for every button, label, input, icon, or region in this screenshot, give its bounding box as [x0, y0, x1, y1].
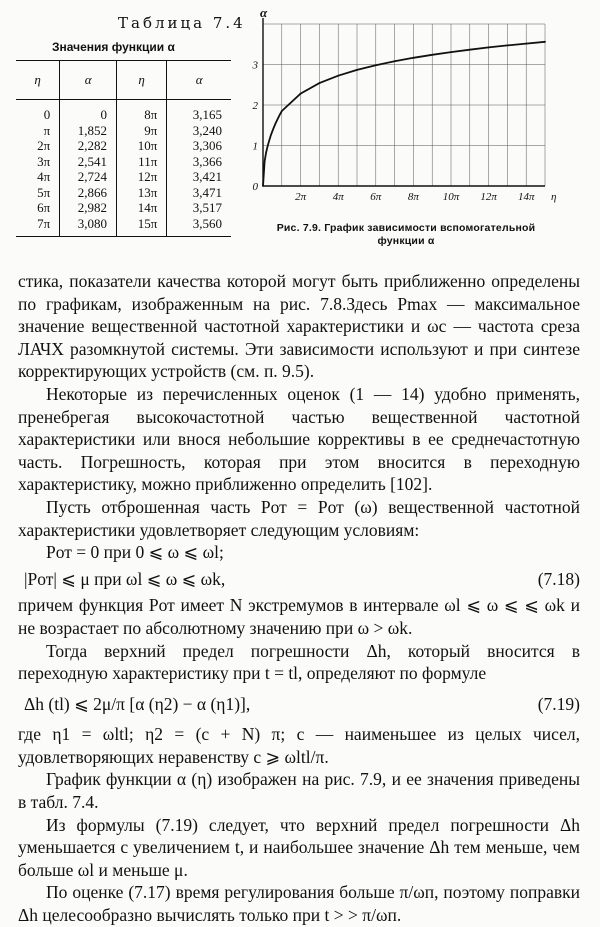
x-tick-label: 6π	[370, 191, 382, 203]
equation-number: (7.19)	[537, 693, 580, 714]
data-point	[394, 60, 396, 62]
table-row: 7π 3,080 15π 3,560	[16, 216, 231, 237]
paragraph: Пусть отброшенная часть Pот = Pот (ω) вещественной частотной характеристики удовлетворяет следующим условиям:	[18, 496, 580, 540]
y-axis-label: α	[260, 8, 268, 20]
series-line-alpha	[263, 42, 545, 186]
x-tick-label: 12π	[480, 191, 497, 203]
table-title: Значения функции α	[52, 40, 175, 54]
figure-caption-line1: Рис. 7.9. График зависимости вспомогательной	[276, 222, 536, 234]
equation-body: Δh (tl) ⩽ 2μ/π [α (η2) − α (η1)],	[24, 693, 251, 714]
data-point	[356, 69, 358, 71]
data-point	[375, 64, 377, 66]
table-row: 0 0 8π 3,165	[16, 100, 231, 123]
data-point	[469, 49, 471, 51]
y-tick-label: 2	[252, 100, 258, 112]
figure-caption-line2: функции α	[377, 235, 435, 247]
data-point	[337, 75, 339, 77]
table-row: 6π 2,982 14π 3,517	[16, 200, 231, 216]
data-point	[300, 93, 302, 95]
y-tick-label: 3	[252, 59, 258, 72]
paragraph: По оценке (7.17) время регулирования больше π/ωп, поэтому поправки Δh целесообразно вычислять только при t > > π/ωп.	[18, 882, 580, 926]
data-point	[525, 43, 527, 45]
paragraph: Из формулы (7.19) следует, что верхний предел погрешности Δh уменьшается с увеличением t, и наибольшее значение Δh тем меньше, чем больше ωl и меньше μ.	[18, 814, 580, 880]
data-point	[262, 185, 264, 187]
header-alpha-2: α	[167, 61, 231, 100]
paragraph: стика, показатели качества которой могут быть приближенно определены по графикам, изображенным на рис. 7.8.Здесь Pmax — максимальное значение вещественной частотной характеристики и ωc — частота среза ЛАЧХ разомкнутой системы. Эти зависимости используют и при синтезе корректирующих устройств (см. п. 9.5).	[18, 271, 580, 382]
table-row: 5π 2,866 13π 3,471	[16, 185, 231, 201]
data-point	[488, 47, 490, 49]
paragraph: Pот = 0 при 0 ⩽ ω ⩽ ωl;	[46, 542, 224, 563]
origin-label: 0	[252, 181, 258, 193]
body-text	[18, 270, 580, 927]
equation-7-19	[18, 693, 580, 716]
table-row: 2π 2,282 10π 3,306	[16, 138, 231, 154]
data-point	[507, 45, 509, 47]
table-row: 4π 2,724 12π 3,421	[16, 169, 231, 185]
x-axis-label: η	[551, 191, 557, 203]
x-tick-label: 8π	[407, 191, 419, 203]
equation-body: |Pот| ⩽ μ при ωl ⩽ ω ⩽ ωk,	[24, 568, 226, 589]
y-tick-label: 1	[252, 140, 258, 153]
table-row: π 1,852 9π 3,240	[16, 123, 231, 139]
data-point	[450, 51, 452, 53]
paragraph: причем функция Pот имеет N экстремумов в интервале ωl ⩽ ω ⩽ ⩽ ωk и не возрастает по абсолютному значению при ω > ωk.	[18, 595, 580, 638]
paragraph: График функции α (η) изображен на рис. 7.9, и ее значения приведены в табл. 7.4.	[18, 769, 580, 813]
paragraph: где η1 = ωltl; η2 = (c + N) π; c — наименьшее из целых чисел, удовлетворяющих неравенству c ⩾ ωltl/π.	[18, 724, 580, 767]
paragraph: Тогда верхний предел погрешности Δh, который вносится в переходную характеристику при t = tl, определяют по формуле	[18, 640, 580, 684]
table-caption: Таблица 7.4	[118, 14, 246, 32]
header-alpha-1: α	[60, 61, 117, 100]
data-point	[431, 54, 433, 56]
data-point	[413, 57, 415, 59]
equation-number: (7.18)	[537, 568, 580, 589]
data-point	[544, 41, 546, 43]
alpha-function-chart	[245, 8, 565, 216]
data-point	[281, 110, 283, 112]
x-tick-label: 14π	[517, 191, 535, 203]
equation-7-18	[18, 568, 580, 591]
x-tick-label: 4π	[332, 191, 344, 203]
x-tick-label: 2π	[295, 191, 307, 203]
paragraph: Некоторые из перечисленных оценок (1 — 14) удобно применять, пренебрегая высокочастотной частью вещественной частотной характеристики или внося небольшие коррективы в ее среднечастотную часть. Погрешность, которая при этом вносится в переходную характеристику, можно приближенно определить [102].	[18, 383, 580, 495]
values-table	[16, 60, 231, 237]
data-point	[319, 82, 321, 84]
x-tick-label: 10π	[442, 191, 460, 203]
header-eta-2: η	[116, 61, 166, 100]
figure-caption	[250, 222, 562, 248]
header-eta-1: η	[16, 61, 60, 100]
table-row: 3π 2,541 11π 3,366	[16, 154, 231, 170]
